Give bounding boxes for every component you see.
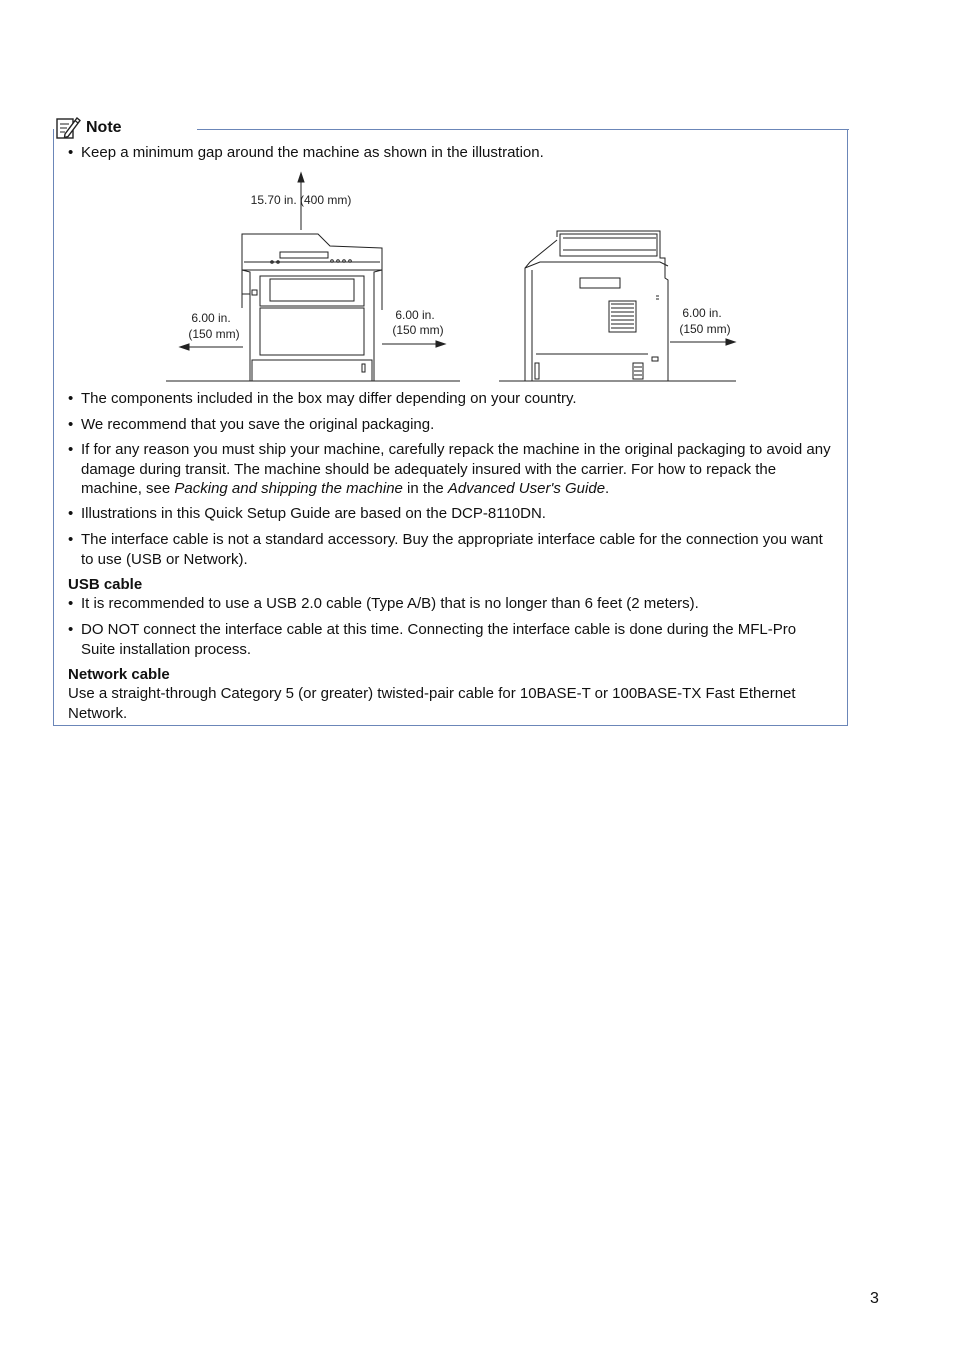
note-top-border [197,129,849,130]
bullet-shipping: • If for any reason you must ship your machine, carefully repack the machine in the original packaging to avoid any damage during transit. The machine should be adequately insured with the carrier. For how to repack the machine, see Packing and shipping the machine in the Advanced User's Guide. [68,441,831,497]
network-cable-heading: Network cable [68,666,170,683]
bullet-interface-cable: • The interface cable is not a standard accessory. Buy the appropriate interface cable for the connection you want to use (USB or Network). [68,531,823,568]
link-advanced-guide: Advanced User's Guide [447,480,606,497]
left-clearance-label-2: (150 mm) [188,327,240,341]
usb-cable-heading: USB cable [68,576,143,593]
bullet-illustrations: • Illustrations in this Quick Setup Guide are based on the DCP-8110DN. [68,505,546,522]
side-clearance-label-1: 6.00 in. [682,306,722,320]
note-header [55,114,132,142]
bullet-packaging: • We recommend that you save the original packaging. [68,416,435,433]
bullet-min-gap: • Keep a minimum gap around the machine as shown in the illustration. [68,144,544,161]
usb-bullet-2: • DO NOT connect the interface cable at this time. Connecting the interface cable is done during the MFL-Pro Suite installation process. [68,621,797,658]
bullet-components: • The components included in the box may differ depending on your country. [68,390,577,407]
network-cable-text: Use a straight-through Category 5 (or greater) twisted-pair cable for 10BASE-T or 100BASE-TX Fast Ethernet Network. [68,685,796,722]
right-clearance-label-2: (150 mm) [392,323,444,337]
right-clearance-label-1: 6.00 in. [395,308,435,322]
note-title: Note [86,119,122,136]
usb-bullet-1: • It is recommended to use a USB 2.0 cable (Type A/B) that is no longer than 6 feet (2 meters). [68,595,699,612]
link-packing-shipping: Packing and shipping the machine [174,480,403,497]
top-clearance-label: 15.70 in. (400 mm) [250,193,352,207]
clearance-illustration [160,170,750,388]
note-pencil-icon [55,115,81,141]
left-clearance-label-1: 6.00 in. [191,311,231,325]
side-clearance-label-2: (150 mm) [679,322,731,336]
page-number: 3 [870,1290,879,1307]
